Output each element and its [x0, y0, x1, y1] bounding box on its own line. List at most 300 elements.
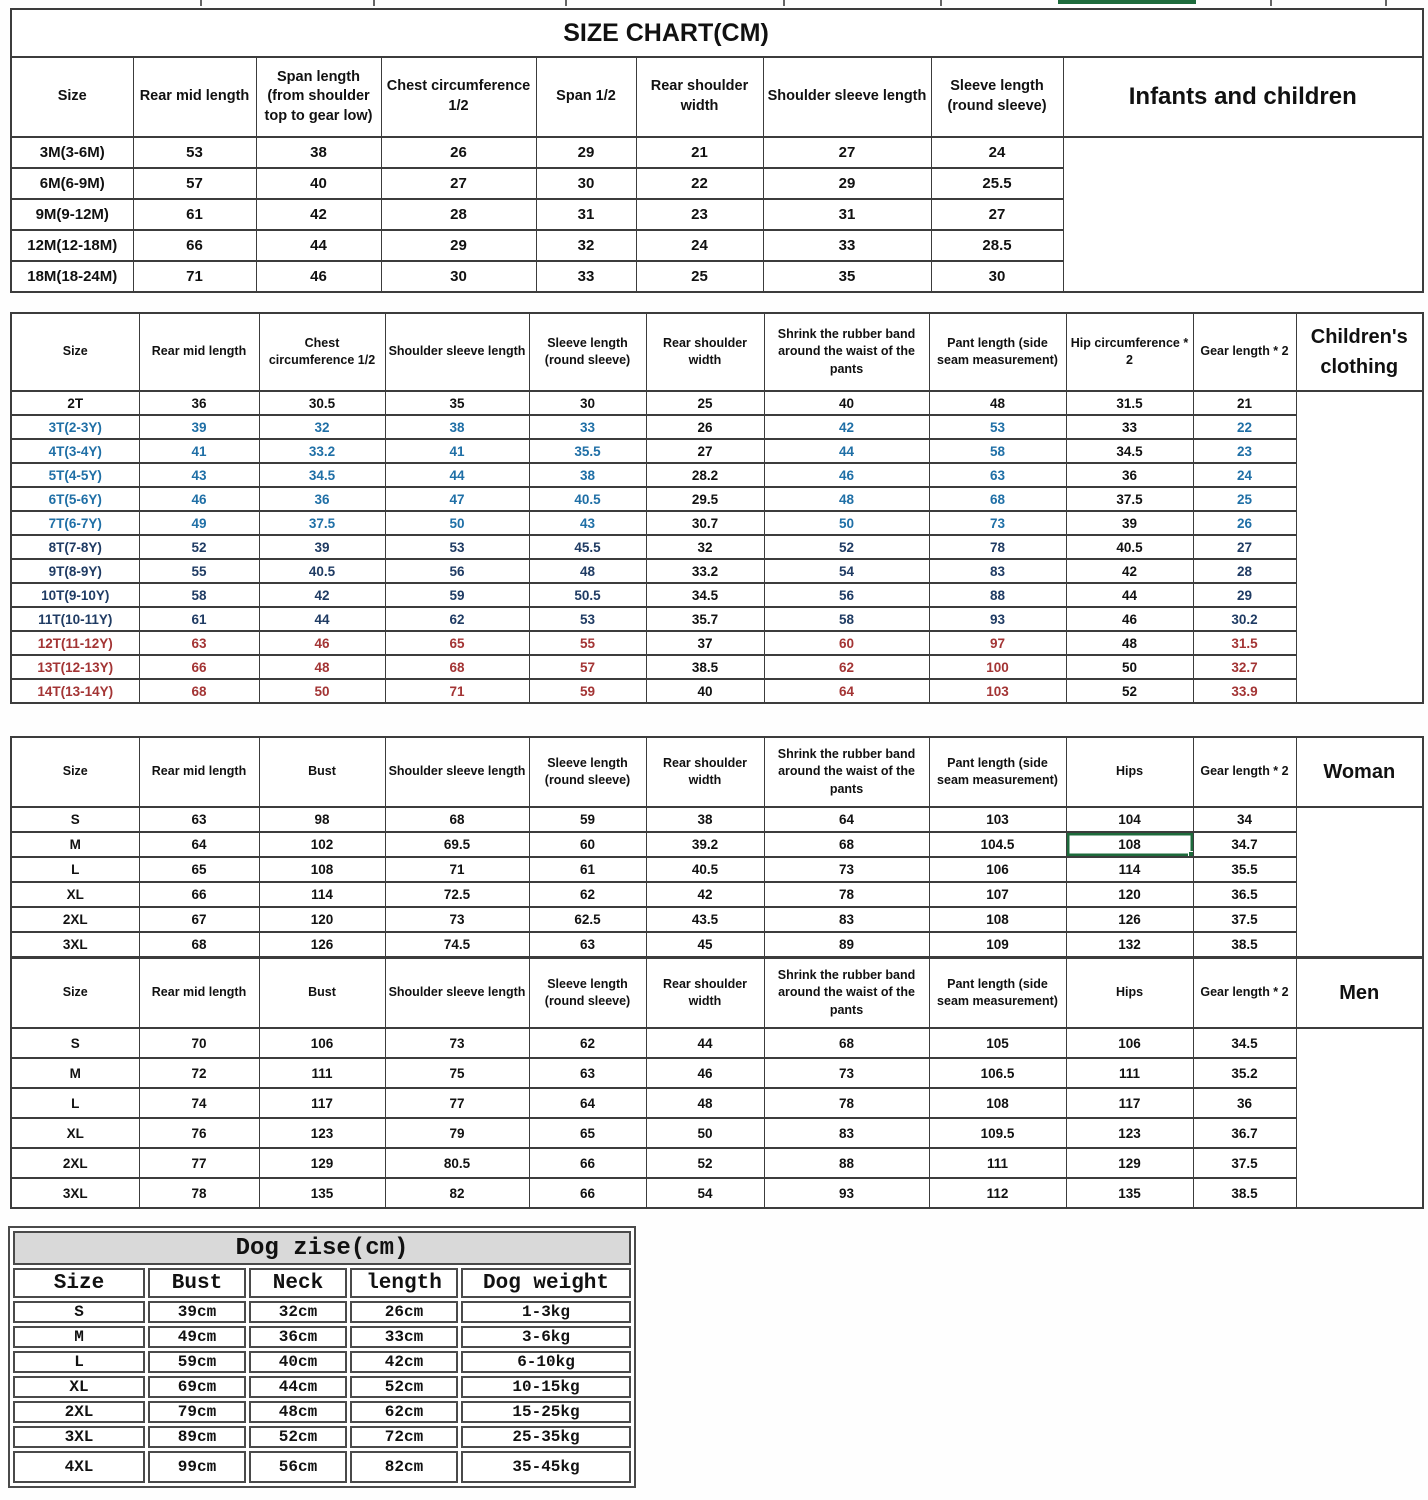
value-cell: 80.5 — [385, 1148, 529, 1178]
value-cell: 77 — [385, 1088, 529, 1118]
size-cell: L — [11, 1088, 139, 1118]
value-cell: 100 — [929, 655, 1066, 679]
column-header: Sleeve length (round sleeve) — [529, 737, 646, 807]
value-cell: 43 — [529, 511, 646, 535]
value-cell: 54 — [764, 559, 929, 583]
value-cell: 38 — [385, 415, 529, 439]
value-cell: 104.5 — [929, 832, 1066, 857]
woman-group-label: Woman — [1296, 737, 1423, 807]
value-cell: 63 — [529, 932, 646, 957]
value-cell: 114 — [1066, 857, 1193, 882]
value-cell: 50 — [1066, 655, 1193, 679]
value-cell: 36 — [1193, 1088, 1296, 1118]
value-cell: 109.5 — [929, 1118, 1066, 1148]
value-cell: 34.5 — [259, 463, 385, 487]
value-cell: 44cm — [249, 1376, 347, 1398]
size-cell: M — [11, 832, 139, 857]
value-cell: 48 — [764, 487, 929, 511]
value-cell: 59cm — [148, 1351, 246, 1373]
table-row — [11, 463, 1423, 487]
value-cell: 52cm — [249, 1426, 347, 1448]
value-cell: 106.5 — [929, 1058, 1066, 1088]
size-chart-title: SIZE CHART(CM) — [11, 9, 1423, 57]
value-cell: 68 — [929, 487, 1066, 511]
value-cell: 45.5 — [529, 535, 646, 559]
value-cell: 24 — [636, 230, 763, 261]
value-cell: 77 — [139, 1148, 259, 1178]
size-cell: S — [11, 1028, 139, 1058]
column-header: Span length (from shoulder top to gear low) — [256, 57, 381, 137]
value-cell: 114 — [259, 882, 385, 907]
value-cell: 63 — [929, 463, 1066, 487]
column-header: Sleeve length (round sleeve) — [931, 57, 1063, 137]
value-cell: 61 — [139, 607, 259, 631]
column-header: Gear length * 2 — [1193, 737, 1296, 807]
men-table-body — [11, 1028, 1423, 1208]
size-cell: L — [13, 1351, 145, 1373]
value-cell: 22 — [636, 168, 763, 199]
value-cell: 10-15kg — [461, 1376, 631, 1398]
value-cell: 64 — [764, 679, 929, 703]
value-cell: 27 — [381, 168, 536, 199]
value-cell: 38.5 — [1193, 932, 1296, 957]
value-cell: 103 — [929, 807, 1066, 832]
value-cell: 38.5 — [1193, 1178, 1296, 1208]
value-cell: 47 — [385, 487, 529, 511]
value-cell: 57 — [529, 655, 646, 679]
sheet-gridline-tick — [783, 0, 785, 6]
size-cell: L — [11, 857, 139, 882]
value-cell: 32 — [259, 415, 385, 439]
dog-size-table-block — [8, 1226, 636, 1488]
value-cell: 50 — [385, 511, 529, 535]
value-cell: 42 — [259, 583, 385, 607]
value-cell: 120 — [1066, 882, 1193, 907]
value-cell: 88 — [929, 583, 1066, 607]
value-cell: 73 — [764, 1058, 929, 1088]
value-cell: 50 — [259, 679, 385, 703]
table-row — [11, 1148, 1423, 1178]
value-cell: 79cm — [148, 1401, 246, 1423]
column-header: Rear mid length — [139, 737, 259, 807]
column-header: Shoulder sleeve length — [385, 313, 529, 391]
value-cell: 38.5 — [646, 655, 764, 679]
value-cell: 111 — [929, 1148, 1066, 1178]
value-cell: 33.2 — [646, 559, 764, 583]
value-cell: 52 — [764, 535, 929, 559]
value-cell: 62cm — [350, 1401, 458, 1423]
table-row — [11, 607, 1423, 631]
value-cell: 108 — [929, 1088, 1066, 1118]
infants-table-body — [11, 137, 1423, 292]
column-header: Hips — [1066, 737, 1193, 807]
value-cell: 50 — [646, 1118, 764, 1148]
value-cell: 28 — [381, 199, 536, 230]
value-cell: 35 — [385, 391, 529, 415]
value-cell: 30.7 — [646, 511, 764, 535]
table-row — [11, 1178, 1423, 1208]
value-cell: 78 — [764, 1088, 929, 1118]
header-row — [11, 958, 1423, 1028]
value-cell: 69cm — [148, 1376, 246, 1398]
column-header: Rear mid length — [139, 313, 259, 391]
size-cell: 2T — [11, 391, 139, 415]
dog-table-body — [13, 1301, 631, 1483]
value-cell: 28.2 — [646, 463, 764, 487]
size-cell: XL — [11, 882, 139, 907]
value-cell: 6-10kg — [461, 1351, 631, 1373]
column-header: Rear mid length — [139, 958, 259, 1028]
value-cell: 3-6kg — [461, 1326, 631, 1348]
value-cell: 52 — [1066, 679, 1193, 703]
value-cell: 25 — [1193, 487, 1296, 511]
value-cell: 53 — [133, 137, 256, 168]
woman-table — [10, 736, 1424, 958]
value-cell: 44 — [1066, 583, 1193, 607]
table-row — [11, 487, 1423, 511]
value-cell: 33 — [763, 230, 931, 261]
value-cell: 31 — [763, 199, 931, 230]
value-cell: 58 — [139, 583, 259, 607]
selected-cell: 108 — [1066, 832, 1193, 857]
column-header: Bust — [259, 737, 385, 807]
size-cell: 6M(6-9M) — [11, 168, 133, 199]
size-cell: 7T(6-7Y) — [11, 511, 139, 535]
children-size-table-block — [10, 312, 1424, 704]
column-header: Pant length (side seam measurement) — [929, 313, 1066, 391]
table-row — [13, 1301, 631, 1323]
infants-size-table-block — [10, 8, 1424, 293]
column-header: Size — [11, 57, 133, 137]
value-cell: 89 — [764, 932, 929, 957]
value-cell: 34.7 — [1193, 832, 1296, 857]
value-cell: 30.2 — [1193, 607, 1296, 631]
value-cell: 1-3kg — [461, 1301, 631, 1323]
header-row — [11, 313, 1423, 391]
value-cell: 40.5 — [529, 487, 646, 511]
value-cell: 66 — [139, 655, 259, 679]
infants-table — [10, 8, 1424, 293]
value-cell: 46 — [139, 487, 259, 511]
value-cell: 99cm — [148, 1451, 246, 1483]
value-cell: 33.2 — [259, 439, 385, 463]
table-row — [11, 168, 1423, 199]
sheet-gridline-tick — [940, 0, 942, 6]
value-cell: 33 — [536, 261, 636, 292]
woman-table-body — [11, 807, 1423, 957]
value-cell: 61 — [529, 857, 646, 882]
value-cell: 40.5 — [1066, 535, 1193, 559]
value-cell: 25 — [636, 261, 763, 292]
table-row — [11, 679, 1423, 703]
value-cell: 39.2 — [646, 832, 764, 857]
value-cell: 93 — [764, 1178, 929, 1208]
size-cell: M — [13, 1326, 145, 1348]
value-cell: 58 — [764, 607, 929, 631]
value-cell: 36.7 — [1193, 1118, 1296, 1148]
value-cell: 49 — [139, 511, 259, 535]
value-cell: 62.5 — [529, 907, 646, 932]
value-cell: 68 — [139, 932, 259, 957]
value-cell: 56cm — [249, 1451, 347, 1483]
table-row — [11, 1088, 1423, 1118]
column-header: Chest circumference 1/2 — [381, 57, 536, 137]
value-cell: 26cm — [350, 1301, 458, 1323]
value-cell: 61 — [133, 199, 256, 230]
value-cell: 56 — [764, 583, 929, 607]
value-cell: 46 — [764, 463, 929, 487]
sheet-gridline-tick — [200, 0, 202, 6]
value-cell: 72 — [139, 1058, 259, 1088]
size-cell: 2XL — [11, 907, 139, 932]
table-title-row — [11, 9, 1423, 57]
column-header: Shrink the rubber band around the waist of the pants — [764, 313, 929, 391]
header-row — [11, 737, 1423, 807]
value-cell: 62 — [385, 607, 529, 631]
column-header: Chest circumference 1/2 — [259, 313, 385, 391]
value-cell: 39 — [139, 415, 259, 439]
value-cell: 44 — [764, 439, 929, 463]
value-cell: 40 — [646, 679, 764, 703]
value-cell: 63 — [529, 1058, 646, 1088]
value-cell: 78 — [139, 1178, 259, 1208]
size-cell: 5T(4-5Y) — [11, 463, 139, 487]
value-cell: 41 — [385, 439, 529, 463]
value-cell: 39 — [259, 535, 385, 559]
children-table — [10, 312, 1424, 704]
size-cell: 3T(2-3Y) — [11, 415, 139, 439]
value-cell: 104 — [1066, 807, 1193, 832]
size-cell: 13T(12-13Y) — [11, 655, 139, 679]
value-cell: 50.5 — [529, 583, 646, 607]
size-cell: XL — [13, 1376, 145, 1398]
value-cell: 22 — [1193, 415, 1296, 439]
value-cell: 70 — [139, 1028, 259, 1058]
size-cell: S — [13, 1301, 145, 1323]
value-cell: 34 — [1193, 807, 1296, 832]
value-cell: 37.5 — [1066, 487, 1193, 511]
value-cell: 129 — [259, 1148, 385, 1178]
woman-size-table-block — [10, 736, 1424, 958]
value-cell: 44 — [259, 607, 385, 631]
value-cell: 36 — [259, 487, 385, 511]
value-cell: 42 — [1066, 559, 1193, 583]
value-cell: 30 — [529, 391, 646, 415]
size-cell: 9M(9-12M) — [11, 199, 133, 230]
value-cell: 30 — [536, 168, 636, 199]
column-header: length — [350, 1268, 458, 1298]
value-cell: 60 — [529, 832, 646, 857]
value-cell: 74 — [139, 1088, 259, 1118]
value-cell: 111 — [259, 1058, 385, 1088]
men-size-table-block — [10, 957, 1424, 1209]
table-row — [13, 1351, 631, 1373]
value-cell: 35.7 — [646, 607, 764, 631]
value-cell: 63 — [139, 631, 259, 655]
value-cell: 30 — [381, 261, 536, 292]
table-row — [13, 1451, 631, 1483]
value-cell: 31.5 — [1066, 391, 1193, 415]
column-header: Shoulder sleeve length — [385, 958, 529, 1028]
value-cell: 40cm — [249, 1351, 347, 1373]
value-cell: 64 — [139, 832, 259, 857]
value-cell: 76 — [139, 1118, 259, 1148]
value-cell: 32.7 — [1193, 655, 1296, 679]
size-cell: 2XL — [13, 1401, 145, 1423]
column-header: Shoulder sleeve length — [763, 57, 931, 137]
value-cell: 66 — [139, 882, 259, 907]
value-cell: 52cm — [350, 1376, 458, 1398]
value-cell: 120 — [259, 907, 385, 932]
children-group-label: Children's clothing — [1296, 313, 1423, 391]
value-cell: 44 — [256, 230, 381, 261]
value-cell: 35.5 — [1193, 857, 1296, 882]
dog-size-title: Dog zise(cm) — [13, 1231, 631, 1265]
value-cell: 41 — [139, 439, 259, 463]
value-cell: 68 — [764, 832, 929, 857]
value-cell: 33.9 — [1193, 679, 1296, 703]
value-cell: 79 — [385, 1118, 529, 1148]
table-row — [11, 1058, 1423, 1088]
value-cell: 102 — [259, 832, 385, 857]
value-cell: 60 — [764, 631, 929, 655]
table-row — [11, 1028, 1423, 1058]
value-cell: 59 — [529, 807, 646, 832]
value-cell: 59 — [385, 583, 529, 607]
value-cell: 106 — [1066, 1028, 1193, 1058]
column-header: Sleeve length (round sleeve) — [529, 313, 646, 391]
value-cell: 44 — [385, 463, 529, 487]
column-header: Rear mid length — [133, 57, 256, 137]
table-row — [11, 199, 1423, 230]
value-cell: 48 — [1066, 631, 1193, 655]
size-cell: 3XL — [11, 1178, 139, 1208]
infants-group-label: Infants and children — [1063, 57, 1423, 137]
value-cell: 24 — [931, 137, 1063, 168]
value-cell: 40 — [764, 391, 929, 415]
value-cell: 69.5 — [385, 832, 529, 857]
table-row — [13, 1376, 631, 1398]
value-cell: 68 — [139, 679, 259, 703]
table-row — [11, 439, 1423, 463]
value-cell: 34.5 — [1066, 439, 1193, 463]
value-cell: 36 — [1066, 463, 1193, 487]
dog-table — [8, 1226, 636, 1488]
table-row — [13, 1426, 631, 1448]
column-header: Pant length (side seam measurement) — [929, 737, 1066, 807]
value-cell: 89cm — [148, 1426, 246, 1448]
size-cell: S — [11, 807, 139, 832]
column-header: Shrink the rubber band around the waist of the pants — [764, 737, 929, 807]
value-cell: 112 — [929, 1178, 1066, 1208]
table-row — [11, 137, 1423, 168]
value-cell: 132 — [1066, 932, 1193, 957]
value-cell: 37.5 — [259, 511, 385, 535]
size-cell: XL — [11, 1118, 139, 1148]
table-row — [11, 391, 1423, 415]
value-cell: 66 — [133, 230, 256, 261]
column-header: Size — [11, 737, 139, 807]
value-cell: 21 — [1193, 391, 1296, 415]
column-header: Size — [13, 1268, 145, 1298]
size-cell: 18M(18-24M) — [11, 261, 133, 292]
value-cell: 33 — [1066, 415, 1193, 439]
value-cell: 135 — [259, 1178, 385, 1208]
value-cell: 126 — [1066, 907, 1193, 932]
value-cell: 83 — [764, 1118, 929, 1148]
value-cell: 71 — [133, 261, 256, 292]
sheet-gridline-tick — [1385, 0, 1387, 6]
selection-artifact-line — [1058, 0, 1196, 4]
value-cell: 108 — [259, 857, 385, 882]
column-header: Rear shoulder width — [636, 57, 763, 137]
value-cell: 48cm — [249, 1401, 347, 1423]
value-cell: 65 — [529, 1118, 646, 1148]
value-cell: 57 — [133, 168, 256, 199]
value-cell: 32 — [536, 230, 636, 261]
value-cell: 55 — [529, 631, 646, 655]
men-group-label: Men — [1296, 958, 1423, 1028]
table-title-row — [13, 1231, 631, 1265]
column-header: Rear shoulder width — [646, 958, 764, 1028]
value-cell: 29 — [381, 230, 536, 261]
sheet-gridline-tick — [1270, 0, 1272, 6]
value-cell: 105 — [929, 1028, 1066, 1058]
size-cell: 4XL — [13, 1451, 145, 1483]
value-cell: 40.5 — [259, 559, 385, 583]
value-cell: 34.5 — [1193, 1028, 1296, 1058]
value-cell: 25-35kg — [461, 1426, 631, 1448]
value-cell: 97 — [929, 631, 1066, 655]
column-header: Pant length (side seam measurement) — [929, 958, 1066, 1028]
column-header: Shrink the rubber band around the waist of the pants — [764, 958, 929, 1028]
value-cell: 56 — [385, 559, 529, 583]
value-cell: 72.5 — [385, 882, 529, 907]
value-cell: 23 — [636, 199, 763, 230]
value-cell: 129 — [1066, 1148, 1193, 1178]
value-cell: 68 — [764, 1028, 929, 1058]
column-header: Neck — [249, 1268, 347, 1298]
value-cell: 62 — [764, 655, 929, 679]
column-header: Span 1/2 — [536, 57, 636, 137]
value-cell: 38 — [256, 137, 381, 168]
value-cell: 36 — [139, 391, 259, 415]
table-row — [11, 631, 1423, 655]
value-cell: 39cm — [148, 1301, 246, 1323]
column-header: Size — [11, 313, 139, 391]
men-table — [10, 957, 1424, 1209]
value-cell: 46 — [256, 261, 381, 292]
size-cell: 10T(9-10Y) — [11, 583, 139, 607]
value-cell: 33cm — [350, 1326, 458, 1348]
size-cell: 11T(10-11Y) — [11, 607, 139, 631]
column-header: Gear length * 2 — [1193, 313, 1296, 391]
value-cell: 38 — [646, 807, 764, 832]
value-cell: 107 — [929, 882, 1066, 907]
value-cell: 30 — [931, 261, 1063, 292]
value-cell: 32cm — [249, 1301, 347, 1323]
value-cell: 78 — [764, 882, 929, 907]
value-cell: 33 — [529, 415, 646, 439]
column-header: Bust — [259, 958, 385, 1028]
children-table-body — [11, 391, 1423, 703]
value-cell: 42 — [646, 882, 764, 907]
value-cell: 21 — [636, 137, 763, 168]
size-cell: 12M(12-18M) — [11, 230, 133, 261]
value-cell: 64 — [529, 1088, 646, 1118]
value-cell: 40.5 — [646, 857, 764, 882]
size-cell: 3XL — [13, 1426, 145, 1448]
